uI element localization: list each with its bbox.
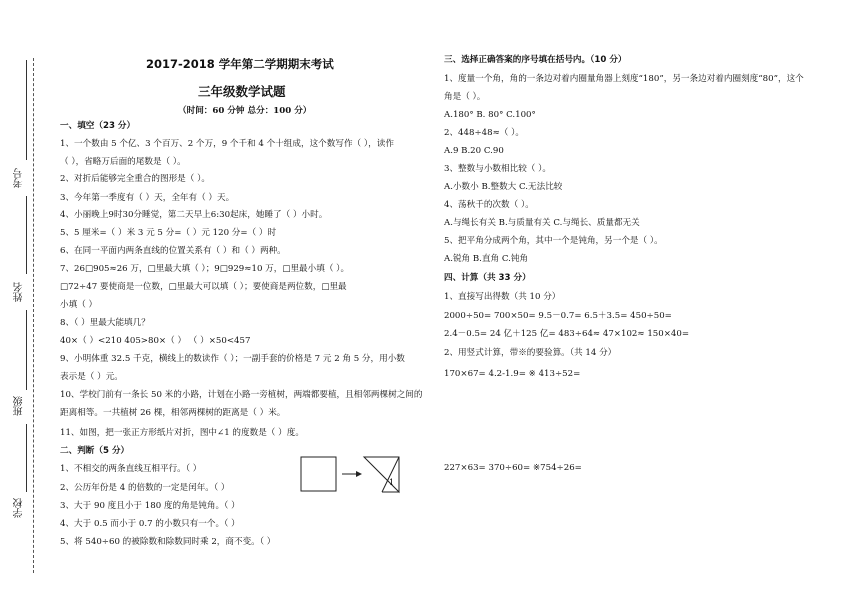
- question-1-line-1: 1、一个数由 5 个亿、3 个百万、2 个万，9 个千和 4 个十组成，这个数写作（ ），读作: [60, 139, 394, 149]
- judge-4: 4、大于 0.5 而小于 0.7 的小数只有一个。（ ）: [60, 519, 240, 529]
- question-11: 11、如图，把一张正方形纸片对折，图中∠1 的度数是（ ）度。: [60, 428, 304, 438]
- question-8-items: 40×（ ）<210 405>80×（ ） （ ）×50<457: [60, 336, 251, 346]
- seal-line: [33, 58, 34, 573]
- choice-5-options: A.锐角 B.直角 C.钝角: [444, 254, 529, 264]
- exam-no-label: 考号: [14, 168, 25, 188]
- exam-meta: （时间：60 分钟 总分：100 分）: [178, 106, 312, 116]
- question-10-line-1: 10、学校门前有一条长 50 米的小路，计划在小路一旁植树，两端都要植，且相邻两棵树之间的: [60, 390, 423, 400]
- question-7-line-2: □72÷47 要使商是一位数，□里最大可以填（ ）；要使商是两位数，□里最: [60, 282, 347, 292]
- judge-2: 2、公历年份是 4 的倍数的一定是闰年。（ ）: [60, 483, 230, 493]
- question-7-line-3: 小填（ ）: [60, 300, 98, 310]
- name-line: [26, 196, 27, 274]
- exam-subtitle: 三年级数学试题: [198, 84, 286, 99]
- choice-2: 2、448÷48≈（ ）。: [444, 128, 525, 138]
- question-9-line-1: 9、小明体重 32.5 千克，横线上的数读作（ ）；一副手套的价格是 7 元 2 角 5 分，用小数: [60, 354, 405, 364]
- choice-3: 3、整数与小数相比较（ ）。: [444, 164, 552, 174]
- section-calculation: 四、计算（共 33 分）: [444, 273, 531, 283]
- vertical-calc-row-2: 227×63= 370÷60= ※754÷26=: [444, 463, 582, 473]
- choice-4: 4、荡秋千的次数（ ）。: [444, 200, 534, 210]
- question-7-line-1: 7、26□905≈26 万，□里最大填（ ）；9□929≈10 万，□里最小填（ ）。: [60, 264, 350, 274]
- question-2: 2、对折后能够完全重合的图形是（ ）。: [60, 174, 210, 184]
- judge-3: 3、大于 90 度且小于 180 度的角是钝角。（ ）: [60, 501, 240, 511]
- question-6: 6、在同一平面内两条直线的位置关系有（ ）和（ ）两种。: [60, 246, 286, 256]
- square-paper: [301, 457, 336, 491]
- calc-row-2: 2.4－0.5= 24 亿＋125 亿= 483÷64≈ 47×102≈ 150×40=: [444, 329, 690, 339]
- question-9-line-2: 表示是（ ）元。: [60, 372, 123, 382]
- choice-1-line-2: 角是（ ）。: [444, 92, 486, 102]
- vertical-calc-row-1: 170×67= 4.2-1.9= ※ 413÷52=: [444, 369, 581, 379]
- choice-1-options: A.180° B. 80° C.100°: [444, 110, 536, 120]
- folding-figure: [300, 456, 408, 496]
- question-3: 3、今年第一季度有（ ）天，全年有（ ）天。: [60, 193, 235, 203]
- exam-no-field: [14, 168, 28, 188]
- class-label: 班级: [14, 396, 25, 416]
- section-judgement: 二、判断（5 分）: [60, 446, 130, 456]
- name-label: 姓名: [14, 282, 25, 302]
- school-field: [14, 498, 28, 518]
- choice-2-options: A.9 B.20 C.90: [444, 146, 504, 156]
- exam-no-line: [26, 60, 27, 160]
- question-8: 8、（ ）里最大能填几？: [60, 318, 150, 328]
- exam-title: 2017-2018 学年第二学期期末考试: [146, 57, 334, 71]
- choice-3-options: A.小数小 B.整数大 C.无法比较: [444, 182, 563, 192]
- section-multiple-choice: 三、选择正确答案的序号填在括号内。（10 分）: [444, 55, 627, 65]
- judge-5: 5、将 540÷60 的被除数和除数同时乘 2，商不变。（ ）: [60, 537, 276, 547]
- question-10-line-2: 距离相等。一共植树 26 棵，相邻两棵树的距离是（ ）米。: [60, 408, 286, 418]
- choice-5: 5、把平角分成两个角，其中一个是钝角，另一个是（ ）。: [444, 236, 663, 246]
- class-line: [26, 310, 27, 390]
- name-field: [14, 282, 28, 302]
- binding-margin: [0, 0, 50, 607]
- class-field: [14, 396, 28, 416]
- question-5: 5、5 厘米=（ ）米 3 元 5 分=（ ）元 120 分=（ ）时: [60, 228, 277, 238]
- calc-row-1: 2000÷50= 700×50= 9.5－0.7= 6.5＋3.5= 450÷50=: [444, 311, 672, 321]
- school-line: [26, 424, 27, 492]
- calc-part-2: 2、用竖式计算，带※的要验算。（共 14 分）: [444, 348, 617, 358]
- school-label: 学校: [14, 498, 25, 518]
- calc-part-1: 1、直接写出得数（共 10 分）: [444, 292, 561, 302]
- angle-1-label: 1: [389, 478, 395, 487]
- judge-1: 1、不相交的两条直线互相平行。（ ）: [60, 464, 202, 474]
- arrow-head-icon: [356, 471, 362, 477]
- choice-4-options: A.与绳长有关 B.与质量有关 C.与绳长、质量都无关: [444, 218, 640, 228]
- choice-1-line-1: 1、度量一个角，角的一条边对着内圈量角器上刻度“180”，另一条边对着内圈刻度“80”，这个: [444, 74, 804, 84]
- section-fill-blank: 一、填空（23 分）: [60, 121, 136, 131]
- question-4: 4、小丽晚上9时30分睡觉，第二天早上6:30起床，她睡了（ ）小时。: [60, 210, 328, 220]
- question-1-line-2: （ ），省略万后面的尾数是（ ）。: [60, 157, 186, 167]
